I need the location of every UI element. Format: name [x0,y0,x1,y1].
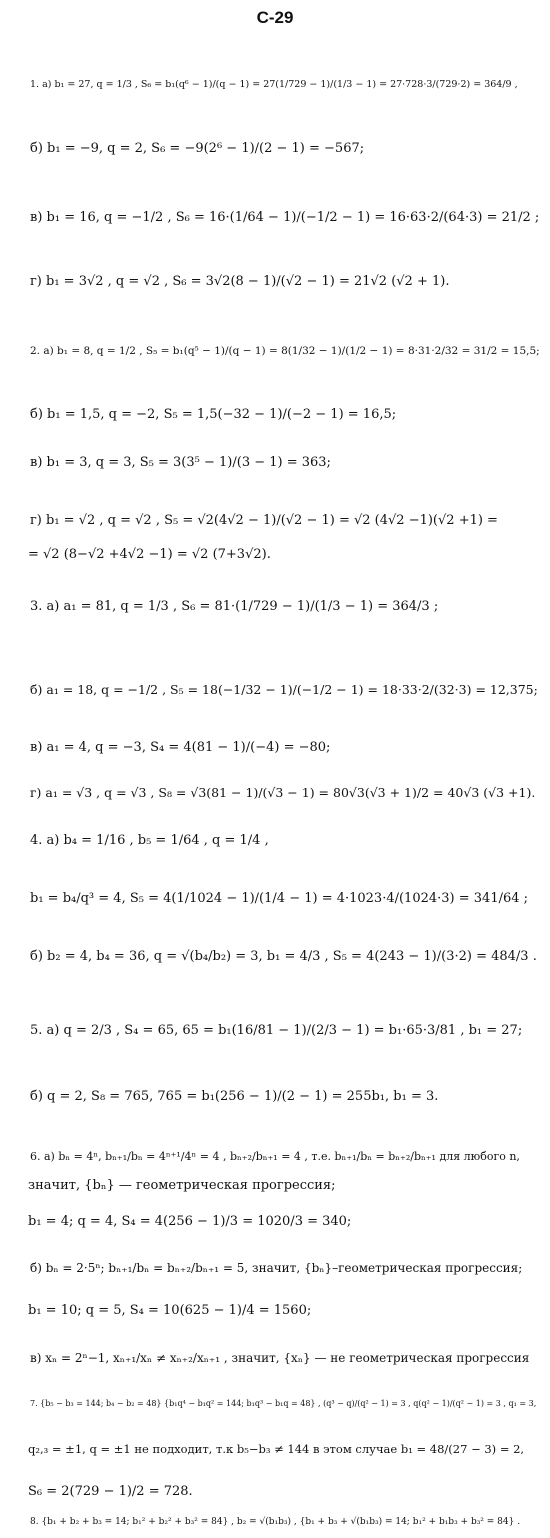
problem-6a-cont: значит, {bₙ} — геометрическая прогрессия; [28,1178,336,1193]
problem-4b: б) b₂ = 4, b₄ = 36, q = √(b₄/b₂) = 3, b₁ = 4/3 , S₅ = 4(243 − 1)/(3·2) = 484/3 . [30,949,537,964]
problem-6b-sum: b₁ = 10; q = 5, S₄ = 10(625 − 1)/4 = 1560; [28,1303,312,1318]
problem-6a: 6. а) bₙ = 4ⁿ, bₙ₊₁/bₙ = 4ⁿ⁺¹/4ⁿ = 4 , bₙ₊₂/bₙ₊₁ = 4 , т.е. bₙ₊₁/bₙ = bₙ₊₂/bₙ₊₁ для любого n, [30,1150,520,1163]
problem-4a: 4. а) b₄ = 1/16 , b₅ = 1/64 , q = 1/4 , [30,833,269,848]
problem-6a-sum: b₁ = 4; q = 4, S₄ = 4(256 − 1)/3 = 1020/3 = 340; [28,1214,352,1229]
page-title: С-29 [256,8,294,27]
problem-2g-cont: = √2 (8−√2 +4√2 −1) = √2 (7+3√2). [28,547,271,562]
problem-6v: в) xₙ = 2ⁿ−1, xₙ₊₁/xₙ ≠ xₙ₊₂/xₙ₊₁ , значит, {xₙ} — не геометрическая прогрессия [30,1351,530,1365]
problem-1a: 1. а) b₁ = 27, q = 1/3 , S₆ = b₁(q⁶ − 1)/(q − 1) = 27(1/729 − 1)/(1/3 − 1) = 27·728·3/(729·2) = 364/9 , [30,79,518,90]
problem-6b: б) bₙ = 2·5ⁿ; bₙ₊₁/bₙ = bₙ₊₂/bₙ₊₁ = 5, значит, {bₙ}–геометрическая прогрессия; [30,1261,523,1275]
problem-7: 7. {b₅ − b₃ = 144; b₄ − b₂ = 48} {b₁q⁴ − b₁q² = 144; b₁q³ − b₁q = 48} , (q³ − q)/(q² − 1) = 3 , q(q² − 1)/(q² − 1) = 3 , q₁ = 3, [30,1399,537,1408]
problem-8: 8. {b₁ + b₂ + b₃ = 14; b₁² + b₂² + b₃² = 84} , b₂ = √(b₁b₃) , {b₁ + b₃ + √(b₁b₃) = 14; b₁² + b₁b₃ + b₃² = 84} . [30,1517,521,1527]
problem-2a: 2. а) b₁ = 8, q = 1/2 , S₅ = b₁(q⁵ − 1)/(q − 1) = 8(1/32 − 1)/(1/2 − 1) = 8·31·2/32 = 31/2 = 15,5; [30,345,540,357]
problem-2v: в) b₁ = 3, q = 3, S₅ = 3(3⁵ − 1)/(3 − 1) = 363; [30,455,331,470]
problem-3v: в) a₁ = 4, q = −3, S₄ = 4(81 − 1)/(−4) = −80; [30,740,331,755]
problem-3a: 3. а) a₁ = 81, q = 1/3 , S₆ = 81·(1/729 − 1)/(1/3 − 1) = 364/3 ; [30,599,439,614]
problem-1v: в) b₁ = 16, q = −1/2 , S₆ = 16·(1/64 − 1)/(−1/2 − 1) = 16·63·2/(64·3) = 21/2 ; [30,210,540,225]
problem-1b: б) b₁ = −9, q = 2, S₆ = −9(2⁶ − 1)/(2 − 1) = −567; [30,141,365,156]
problem-1g: г) b₁ = 3√2 , q = √2 , S₆ = 3√2(8 − 1)/(√2 − 1) = 21√2 (√2 + 1). [30,274,450,289]
problem-4a-cont: b₁ = b₄/q³ = 4, S₅ = 4(1/1024 − 1)/(1/4 − 1) = 4·1023·4/(1024·3) = 341/64 ; [30,891,529,906]
problem-3g: г) a₁ = √3 , q = √3 , S₈ = √3(81 − 1)/(√3 − 1) = 80√3(√3 + 1)/2 = 40√3 (√3 +1). [30,785,536,800]
problem-7-cont: q₂,₃ = ±1, q = ±1 не подходит, т.к b₅−b₃ ≠ 144 в этом случае b₁ = 48/(27 − 3) = 2, [28,1442,525,1456]
problem-5b: б) q = 2, S₈ = 765, 765 = b₁(256 − 1)/(2 − 1) = 255b₁, b₁ = 3. [30,1089,439,1104]
problem-2b: б) b₁ = 1,5, q = −2, S₅ = 1,5(−32 − 1)/(−2 − 1) = 16,5; [30,407,397,422]
problem-3b: б) a₁ = 18, q = −1/2 , S₅ = 18(−1/32 − 1)/(−1/2 − 1) = 18·33·2/(32·3) = 12,375; [30,682,538,697]
problem-2g: г) b₁ = √2 , q = √2 , S₅ = √2(4√2 − 1)/(√2 − 1) = √2 (4√2 −1)(√2 +1) = [30,513,498,528]
problem-5a: 5. а) q = 2/3 , S₄ = 65, 65 = b₁(16/81 − 1)/(2/3 − 1) = b₁·65·3/81 , b₁ = 27; [30,1023,523,1038]
problem-7-sum: S₆ = 2(729 − 1)/2 = 728. [28,1484,193,1499]
